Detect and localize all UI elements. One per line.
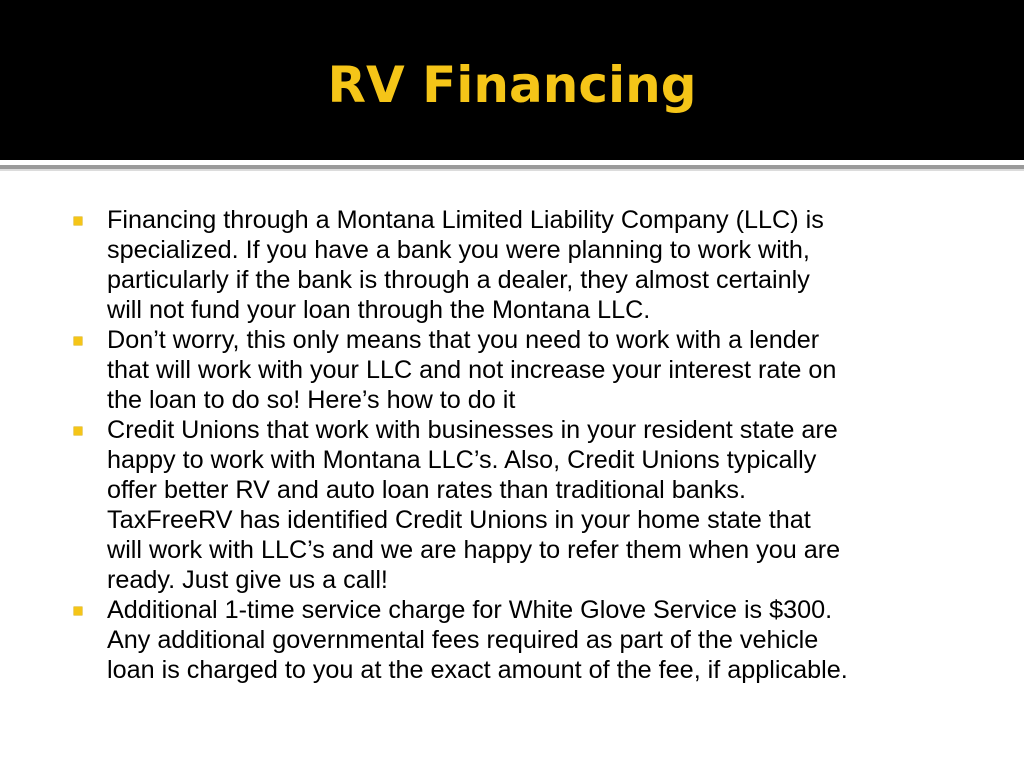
square-bullet-icon xyxy=(74,217,82,225)
square-bullet-icon xyxy=(74,427,82,435)
bullet-line: Additional 1-time service charge for White Glove Service is $300. xyxy=(107,596,833,624)
slide-title: RV Financing xyxy=(327,56,697,114)
bullet-item xyxy=(72,415,972,595)
bullet-line: specialized. If you have a bank you were planning to work with, xyxy=(107,236,810,264)
bullet-item xyxy=(72,325,972,415)
bullet-line: TaxFreeRV has identified Credit Unions in your home state that xyxy=(107,506,811,534)
title-bar xyxy=(0,0,1024,160)
bullet-line: that will work with your LLC and not increase your interest rate on xyxy=(107,356,837,384)
bullet-line: Credit Unions that work with businesses in your resident state are xyxy=(107,416,838,444)
bullet-item xyxy=(72,205,972,325)
bullet-line: offer better RV and auto loan rates than traditional banks. xyxy=(107,476,746,504)
bullet-list xyxy=(72,205,972,685)
square-bullet-icon xyxy=(74,607,82,615)
bullet-line: the loan to do so! Here’s how to do it xyxy=(107,386,516,414)
bullet-line: Financing through a Montana Limited Liability Company (LLC) is xyxy=(107,206,824,234)
bullet-line: will work with LLC’s and we are happy to refer them when you are xyxy=(107,536,841,564)
bullet-line: loan is charged to you at the exact amount of the fee, if applicable. xyxy=(107,656,848,684)
bullet-item xyxy=(72,595,972,685)
square-bullet-icon xyxy=(74,337,82,345)
bullet-line: ready. Just give us a call! xyxy=(107,566,388,594)
bullet-line: will not fund your loan through the Montana LLC. xyxy=(107,296,651,324)
bullet-line: Any additional governmental fees required as part of the vehicle xyxy=(107,626,819,654)
bullet-line: particularly if the bank is through a dealer, they almost certainly xyxy=(107,266,810,294)
bullet-line: happy to work with Montana LLC’s. Also, Credit Unions typically xyxy=(107,446,817,474)
bullet-line: Don’t worry, this only means that you need to work with a lender xyxy=(107,326,820,354)
divider-bottom xyxy=(0,169,1024,171)
